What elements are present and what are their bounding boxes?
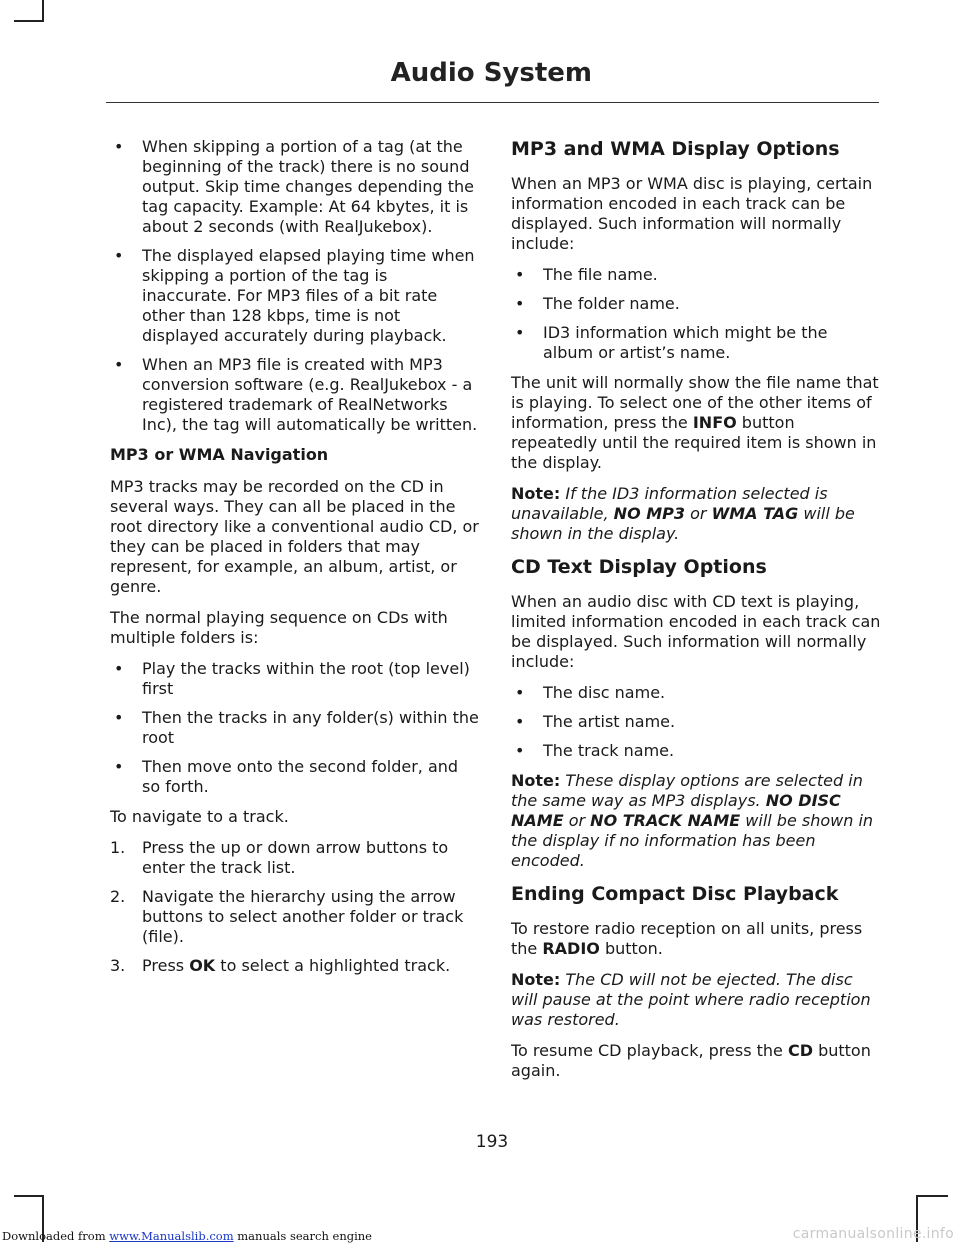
step-item bbox=[110, 838, 480, 878]
note-label: Note: bbox=[511, 484, 561, 503]
text-run: button. bbox=[599, 939, 663, 958]
step-number: 3. bbox=[110, 956, 126, 975]
paragraph: MP3 tracks may be recorded on the CD in several ways. They can all be placed in the root directory like a conventional audio CD, or they can be placed in folders that may represent, for example, an album, artist, or genre. bbox=[110, 477, 479, 596]
step-item bbox=[110, 887, 480, 947]
mp3-info-list bbox=[511, 265, 881, 363]
text-run: The CD will not be ejected. The disc will pause at the point where radio reception was restored. bbox=[511, 970, 871, 1029]
cd-button-label: CD bbox=[787, 1041, 813, 1060]
text-run: NO MP3 bbox=[613, 504, 686, 523]
text-run: button again. bbox=[511, 1041, 871, 1080]
step-text: Press bbox=[142, 956, 190, 975]
radio-button-label: RADIO bbox=[542, 939, 600, 958]
paragraph: The normal playing sequence on CDs with multiple folders is: bbox=[110, 608, 448, 647]
paragraph bbox=[511, 1041, 881, 1081]
list-item: • The file name. bbox=[511, 265, 881, 285]
text-run: or bbox=[685, 504, 712, 523]
list-item: • Play the tracks within the root (top level) first bbox=[110, 659, 480, 699]
sequence-bullet-list bbox=[110, 659, 480, 797]
page-number: 193 bbox=[475, 1132, 509, 1152]
ok-button-label: OK bbox=[189, 956, 216, 975]
step-item bbox=[110, 956, 480, 976]
section-heading-mp3-display: MP3 and WMA Display Options bbox=[511, 138, 840, 160]
left-column bbox=[110, 137, 480, 986]
text-run: If the ID3 information selected is unavailable, bbox=[511, 484, 828, 523]
paragraph bbox=[511, 919, 881, 959]
crop-mark bbox=[14, 1195, 44, 1197]
step-number: 2. bbox=[110, 887, 126, 906]
text-run: NO DISC NAME bbox=[511, 791, 841, 830]
text-run: These display options are selected in the same way as MP3 displays. bbox=[511, 771, 863, 810]
download-footer bbox=[2, 1229, 372, 1243]
note bbox=[511, 771, 881, 871]
text-run: NO TRACK NAME bbox=[590, 811, 741, 830]
page-header bbox=[0, 58, 592, 88]
list-item: • The track name. bbox=[511, 741, 881, 761]
list-item: • The folder name. bbox=[511, 294, 881, 314]
footer-suffix: manuals search engine bbox=[237, 1229, 372, 1243]
text-run: button repeatedly until the required item is shown in the display. bbox=[511, 413, 877, 472]
list-item: • When an MP3 file is created with MP3 conversion software (e.g. RealJukebox - a registered trademark of RealNetworks Inc), the tag will automatically be written. bbox=[110, 355, 480, 435]
step-text: to select a highlighted track. bbox=[215, 956, 451, 975]
section-heading-ending-playback: Ending Compact Disc Playback bbox=[511, 883, 839, 905]
note-label: Note: bbox=[511, 771, 561, 790]
page-title: Audio System bbox=[390, 58, 592, 88]
step-number: 1. bbox=[110, 838, 126, 857]
note-label: Note: bbox=[511, 970, 561, 989]
paragraph: To navigate to a track. bbox=[110, 807, 289, 826]
text-run: will be shown in the display if no information has been encoded. bbox=[511, 811, 874, 870]
steps-list bbox=[110, 838, 480, 976]
list-item: • The disc name. bbox=[511, 683, 881, 703]
list-item: • When skipping a portion of a tag (at the beginning of the track) there is no sound output. Skip time changes depending the tag capacity. Example: At 64 kbytes, it is about 2 seconds (with RealJukebox). bbox=[110, 137, 480, 237]
text-run: The unit will normally show the file name that is playing. To select one of the other items of information, press the bbox=[511, 373, 879, 432]
list-item: • Then move onto the second folder, and so forth. bbox=[110, 757, 480, 797]
watermark: carmanualsonline.info bbox=[792, 1226, 954, 1242]
paragraph: When an MP3 or WMA disc is playing, certain information encoded in each track can be displayed. Such information will normally include: bbox=[511, 174, 873, 253]
footer-prefix: Downloaded from bbox=[2, 1229, 106, 1243]
crop-mark bbox=[14, 20, 44, 22]
note bbox=[511, 484, 881, 544]
section-heading-navigation: MP3 or WMA Navigation bbox=[110, 445, 329, 464]
step-text: Press the up or down arrow buttons to enter the track list. bbox=[142, 838, 449, 877]
paragraph: When an audio disc with CD text is playing, limited information encoded in each track can be displayed. Such information will normally include: bbox=[511, 592, 881, 671]
section-heading-cd-text: CD Text Display Options bbox=[511, 556, 767, 578]
list-item: • The displayed elapsed playing time when skipping a portion of the tag is inaccurate. For MP3 files of a bit rate other than 128 kbps, time is not displayed accurately during playback. bbox=[110, 246, 480, 346]
header-rule bbox=[106, 102, 879, 103]
text-run: WMA TAG bbox=[711, 504, 799, 523]
list-item: • Then the tracks in any folder(s) within the root bbox=[110, 708, 480, 748]
step-text: Navigate the hierarchy using the arrow buttons to select another folder or track (file). bbox=[142, 887, 464, 946]
cd-info-list bbox=[511, 683, 881, 761]
intro-bullet-list bbox=[110, 137, 480, 435]
note bbox=[511, 970, 881, 1030]
info-button-label: INFO bbox=[692, 413, 737, 432]
crop-mark bbox=[42, 0, 44, 20]
text-run: To restore radio reception on all units, press the bbox=[511, 919, 863, 958]
text-run: or bbox=[563, 811, 591, 830]
list-item: • The artist name. bbox=[511, 712, 881, 732]
manualslib-link[interactable]: www.Manualslib.com bbox=[109, 1229, 234, 1243]
text-run: To resume CD playback, press the bbox=[511, 1041, 788, 1060]
text-run: will be shown in the display. bbox=[511, 504, 855, 543]
right-column bbox=[511, 137, 881, 1092]
crop-mark bbox=[918, 1195, 948, 1197]
paragraph bbox=[511, 373, 881, 473]
list-item: • ID3 information which might be the album or artist’s name. bbox=[511, 323, 881, 363]
